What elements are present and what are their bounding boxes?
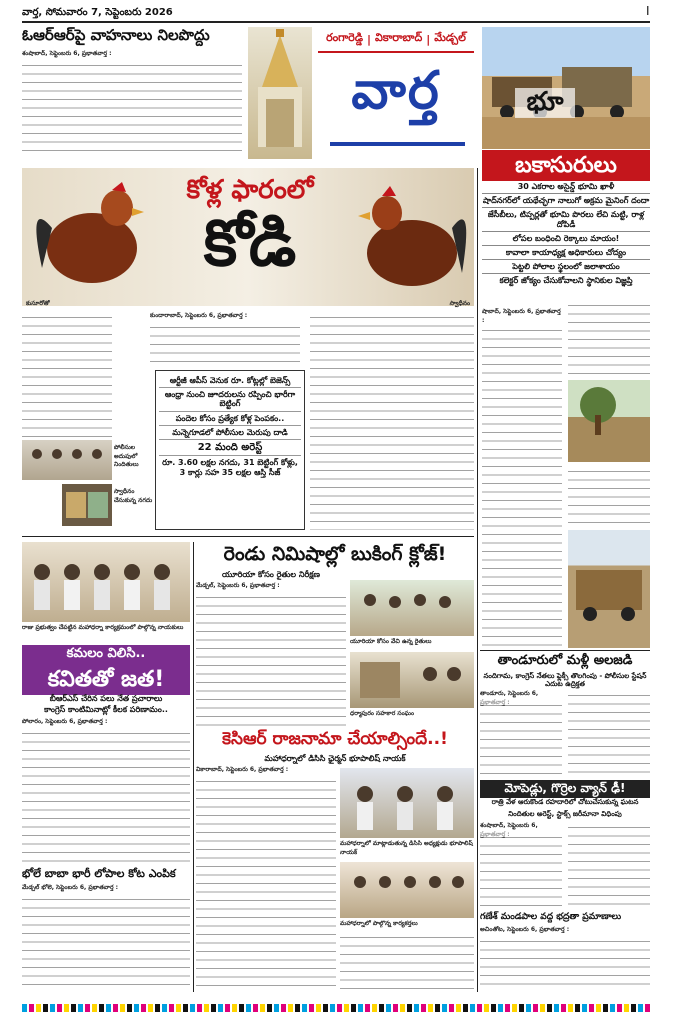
police-team-photo <box>22 440 112 480</box>
lead-headline-line2: కోడి <box>203 207 297 281</box>
dharna-caption-2: మహాధర్నాలో పాల్గొన్న కార్యకర్తలు <box>340 920 418 927</box>
bakasurulu-body-col1 <box>482 325 562 650</box>
mopedu-body-col1 <box>480 832 562 908</box>
kavitha-deck-1: బీఆర్ఎస్ చేరిన పలు నేత ప్రచారాలు <box>49 694 163 703</box>
kavitha-kicker: కమలం విలిసి.. <box>22 645 190 664</box>
booking-dateline: మేడ్చల్, సెప్టెంబరు 6, ప్రభాతవార్త : <box>196 582 280 589</box>
district-vikarabad: వికారాబాద్ <box>375 31 423 44</box>
booking-headline: రెండు నిమిషాల్లో బుకింగ్ క్లోజ్! <box>223 543 447 565</box>
box-line: రూ. 3.60 లక్షల నగదు, 31 బెట్టింగ్ కోళ్లు, 3 కార్లు సహ 35 లక్షల ఆస్తి సీజ్ <box>162 458 298 477</box>
mopedu-deck: రాత్రి వేళ ఆరుకొండ రహదారిలో చోటుచేసుకున్న ఘటన <box>491 798 639 806</box>
cooperative-caption: ధర్మాపురం సహకార సంఘం <box>350 710 415 717</box>
orr-dateline: శంషాబాద్, సెప్టెంబరు 6, ప్రభాతవార్త : <box>22 50 112 57</box>
subhead: 30 ఎకరాల అసైన్డ్ భూమి ఖాళీ <box>482 180 650 194</box>
tandur-body-col1 <box>480 700 562 776</box>
print-registration-strip <box>22 1004 650 1012</box>
district-medchal: మేడ్చల్ <box>434 31 466 44</box>
lead-caption-left: కుసూరోతో <box>26 300 50 307</box>
box-line: పందెల కోసం ప్రత్యేక కోళ్ల పెంపకం.. <box>159 412 301 426</box>
bakasurulu-dateline: షాబాద్, సెప్టెంబరు 6, ప్రభాతవార్త : <box>482 308 561 324</box>
tandur-dateline: తాండూరు, సెప్టెంబరు 6, <box>480 690 539 697</box>
ganesh-body <box>480 936 650 992</box>
bjp-body <box>22 894 190 992</box>
box-line: ఆర్టీజీ ఆపీస్ వెనుక రూ. కోట్లల్లో బెజెన్స్ <box>159 374 301 388</box>
bakasurulu-headline: బకాసురులు <box>482 150 650 181</box>
lead-body-col1 <box>22 312 112 442</box>
cash-photo <box>62 484 112 526</box>
kcr-body <box>196 776 336 992</box>
rally-photo <box>22 542 190 622</box>
district-separator: | <box>426 32 431 46</box>
booking-body <box>196 592 346 726</box>
subhead: కావాలా కాయాధ్యక్ష అధికారులు చోద్యం <box>482 246 650 260</box>
kcr-headline: కెసిఆర్ రాజనామా చేయాల్సిందే..! <box>222 729 448 749</box>
kcr-dateline: వికారాబాద్, సెప్టెంబరు 6, ప్రభాతవార్త : <box>196 766 289 773</box>
bakasurulu-subheads <box>482 180 650 288</box>
section-rule <box>480 650 650 651</box>
subhead: లోపల బంధించి రెక్కాలు మాయం! <box>482 232 650 246</box>
box-line: 22 మంది అరెస్ట్ <box>159 440 301 457</box>
subhead: షాద్‌నగర్‌లో యథేచ్ఛగా నాలుగో అక్రమ మైనింగ్ దందా <box>482 194 650 208</box>
lead-dateline: కుందారాబాద్, సెప్టెంబరు 6, ప్రభాతవార్త : <box>150 312 248 319</box>
truck-photo <box>568 530 650 648</box>
folio: వార్త, సోమవారం 7, సెప్టెంబరు 2026 <box>22 7 173 18</box>
kavitha-deck-2: కాంగ్రెస్ కాంటిమినాట్లో కీలక పరిణామం.. <box>44 705 168 714</box>
tree-site-photo <box>568 380 650 462</box>
kcr-body-right <box>340 932 474 992</box>
rally-caption: రాజు ప్రభుత్వం చేపట్టిన మహాధర్నా కార్యక్రమంలో పాల్గొన్న నాయకులు <box>22 624 184 631</box>
page-number: I <box>646 4 650 18</box>
subhead: పెట్టలి పోలాల స్థలంలో జలాశాయం <box>482 260 650 274</box>
bjp-dateline: మేడ్చల్ భోలె, సెప్టెంబరు 6, ప్రభాతవార్త : <box>22 884 119 891</box>
box-line: ఆంధ్రా నుంచి జూదరులను రప్పించి భారీగా బెట్టింగ్ <box>159 388 301 411</box>
kcr-deck: మహాధర్నాలో డిసిసి ఛైర్మన్ భూపాలిష్ నాయక్ <box>264 754 406 763</box>
ganesh-dateline: అచింతోట, సెప్టెంబరు 6, ప్రభాతవార్త : <box>480 926 570 933</box>
kavitha-dateline: పోలారం, సెప్టెంబరు 6, ప్రభాతవార్త : <box>22 718 108 725</box>
mopedu-subdeck: నిందితుల అరెస్ట్, స్టాక్స్ జరీమానా విధింపు <box>508 810 622 818</box>
district-rangareddy: రంగారెడ్డి <box>326 31 363 44</box>
mopedu-body-col2 <box>568 822 650 908</box>
tandur-headline: తాండూరులో మళ్లీ అలజడి <box>497 653 633 668</box>
lead-body-col2 <box>150 322 300 366</box>
bakasurulu-body-col2 <box>568 300 650 378</box>
folio-rule <box>22 21 650 23</box>
dharna-caption-1: మహాధర్నాలో మాట్లాడుతున్న డిసిసి అధ్యక్షుడు భూపాలిష్ నాయక్ <box>340 840 473 856</box>
kavitha-headline: కవితతో జత! <box>22 664 190 695</box>
bakasurulu-body-col2b <box>568 466 650 526</box>
masthead: వార్త <box>351 61 441 121</box>
district-strip <box>318 27 474 53</box>
masthead-underline <box>330 142 465 146</box>
lead-boxed-highlights <box>155 370 305 530</box>
column-divider <box>477 168 478 992</box>
farmers-queue-photo <box>350 580 474 636</box>
subhead: కలెక్టర్ జోక్యం చేసుకోవాలని స్థానికుల విజ్ఞప్తి <box>499 276 633 286</box>
mopedu-dateline: శంషాబాద్, సెప్టెంబరు 6, <box>480 822 538 829</box>
police-caption: పోలీసుల అదుపులో నిందితులు <box>114 444 139 469</box>
booking-photo-caption: యూరియా కోసం వేచి ఉన్న రైతులు <box>350 638 432 645</box>
lead-body-col3 <box>310 312 474 530</box>
kavitha-body <box>22 728 190 864</box>
mopedu-headline: మోపెడ్లు, గొర్రెల వ్యాన్ ఢీ! <box>480 780 650 798</box>
subhead: జేసీబీలు, టిప్పర్లతో భూమి పొరలు లేచి మట్టి, రాళ్ల దోపిడీ <box>482 208 650 231</box>
dharna-photo-1 <box>340 768 474 838</box>
dharna-photo-2 <box>340 862 474 918</box>
lead-headline-line1: కోళ్ల ఫారంలో <box>186 175 314 205</box>
section-rule <box>22 536 474 537</box>
tandur-body-col2 <box>568 690 650 776</box>
district-separator: | <box>366 32 371 46</box>
bjp-headline: భోలే బాబా భారీ లోపాల కోట ఎంపిక <box>22 867 176 880</box>
orr-body <box>22 60 242 158</box>
cooperative-photo <box>350 652 474 708</box>
booking-subhead: యూరియా కోసం రైతుల నిరీక్షణ <box>222 570 320 579</box>
orr-headline: ఓఆర్ఆర్‌పై వాహనాలు నిలపొద్దు <box>22 26 210 44</box>
temple-photo <box>248 27 312 159</box>
column-divider <box>193 542 194 992</box>
lead-caption-right: స్వాధీనం <box>449 300 470 307</box>
ganesh-headline: గణేశ్ మండపాల వద్ద భద్రతా ప్రమాణాలు <box>480 912 622 922</box>
box-line: మన్నెగూడలో పోలీసుల మెరుపు దాడి <box>159 426 301 440</box>
tandur-deck: నందిగామ, కాంగ్రెస్ నేతలు ఫ్లెక్సీ తొలగింపు - పోలీసుల స్టేషన్ ఎదుట ఉద్రిక్తత <box>483 672 647 689</box>
cash-caption: స్వాధీనం చేసుకున్న నగదు <box>114 488 153 504</box>
bhu-kicker: భూ <box>515 88 575 118</box>
